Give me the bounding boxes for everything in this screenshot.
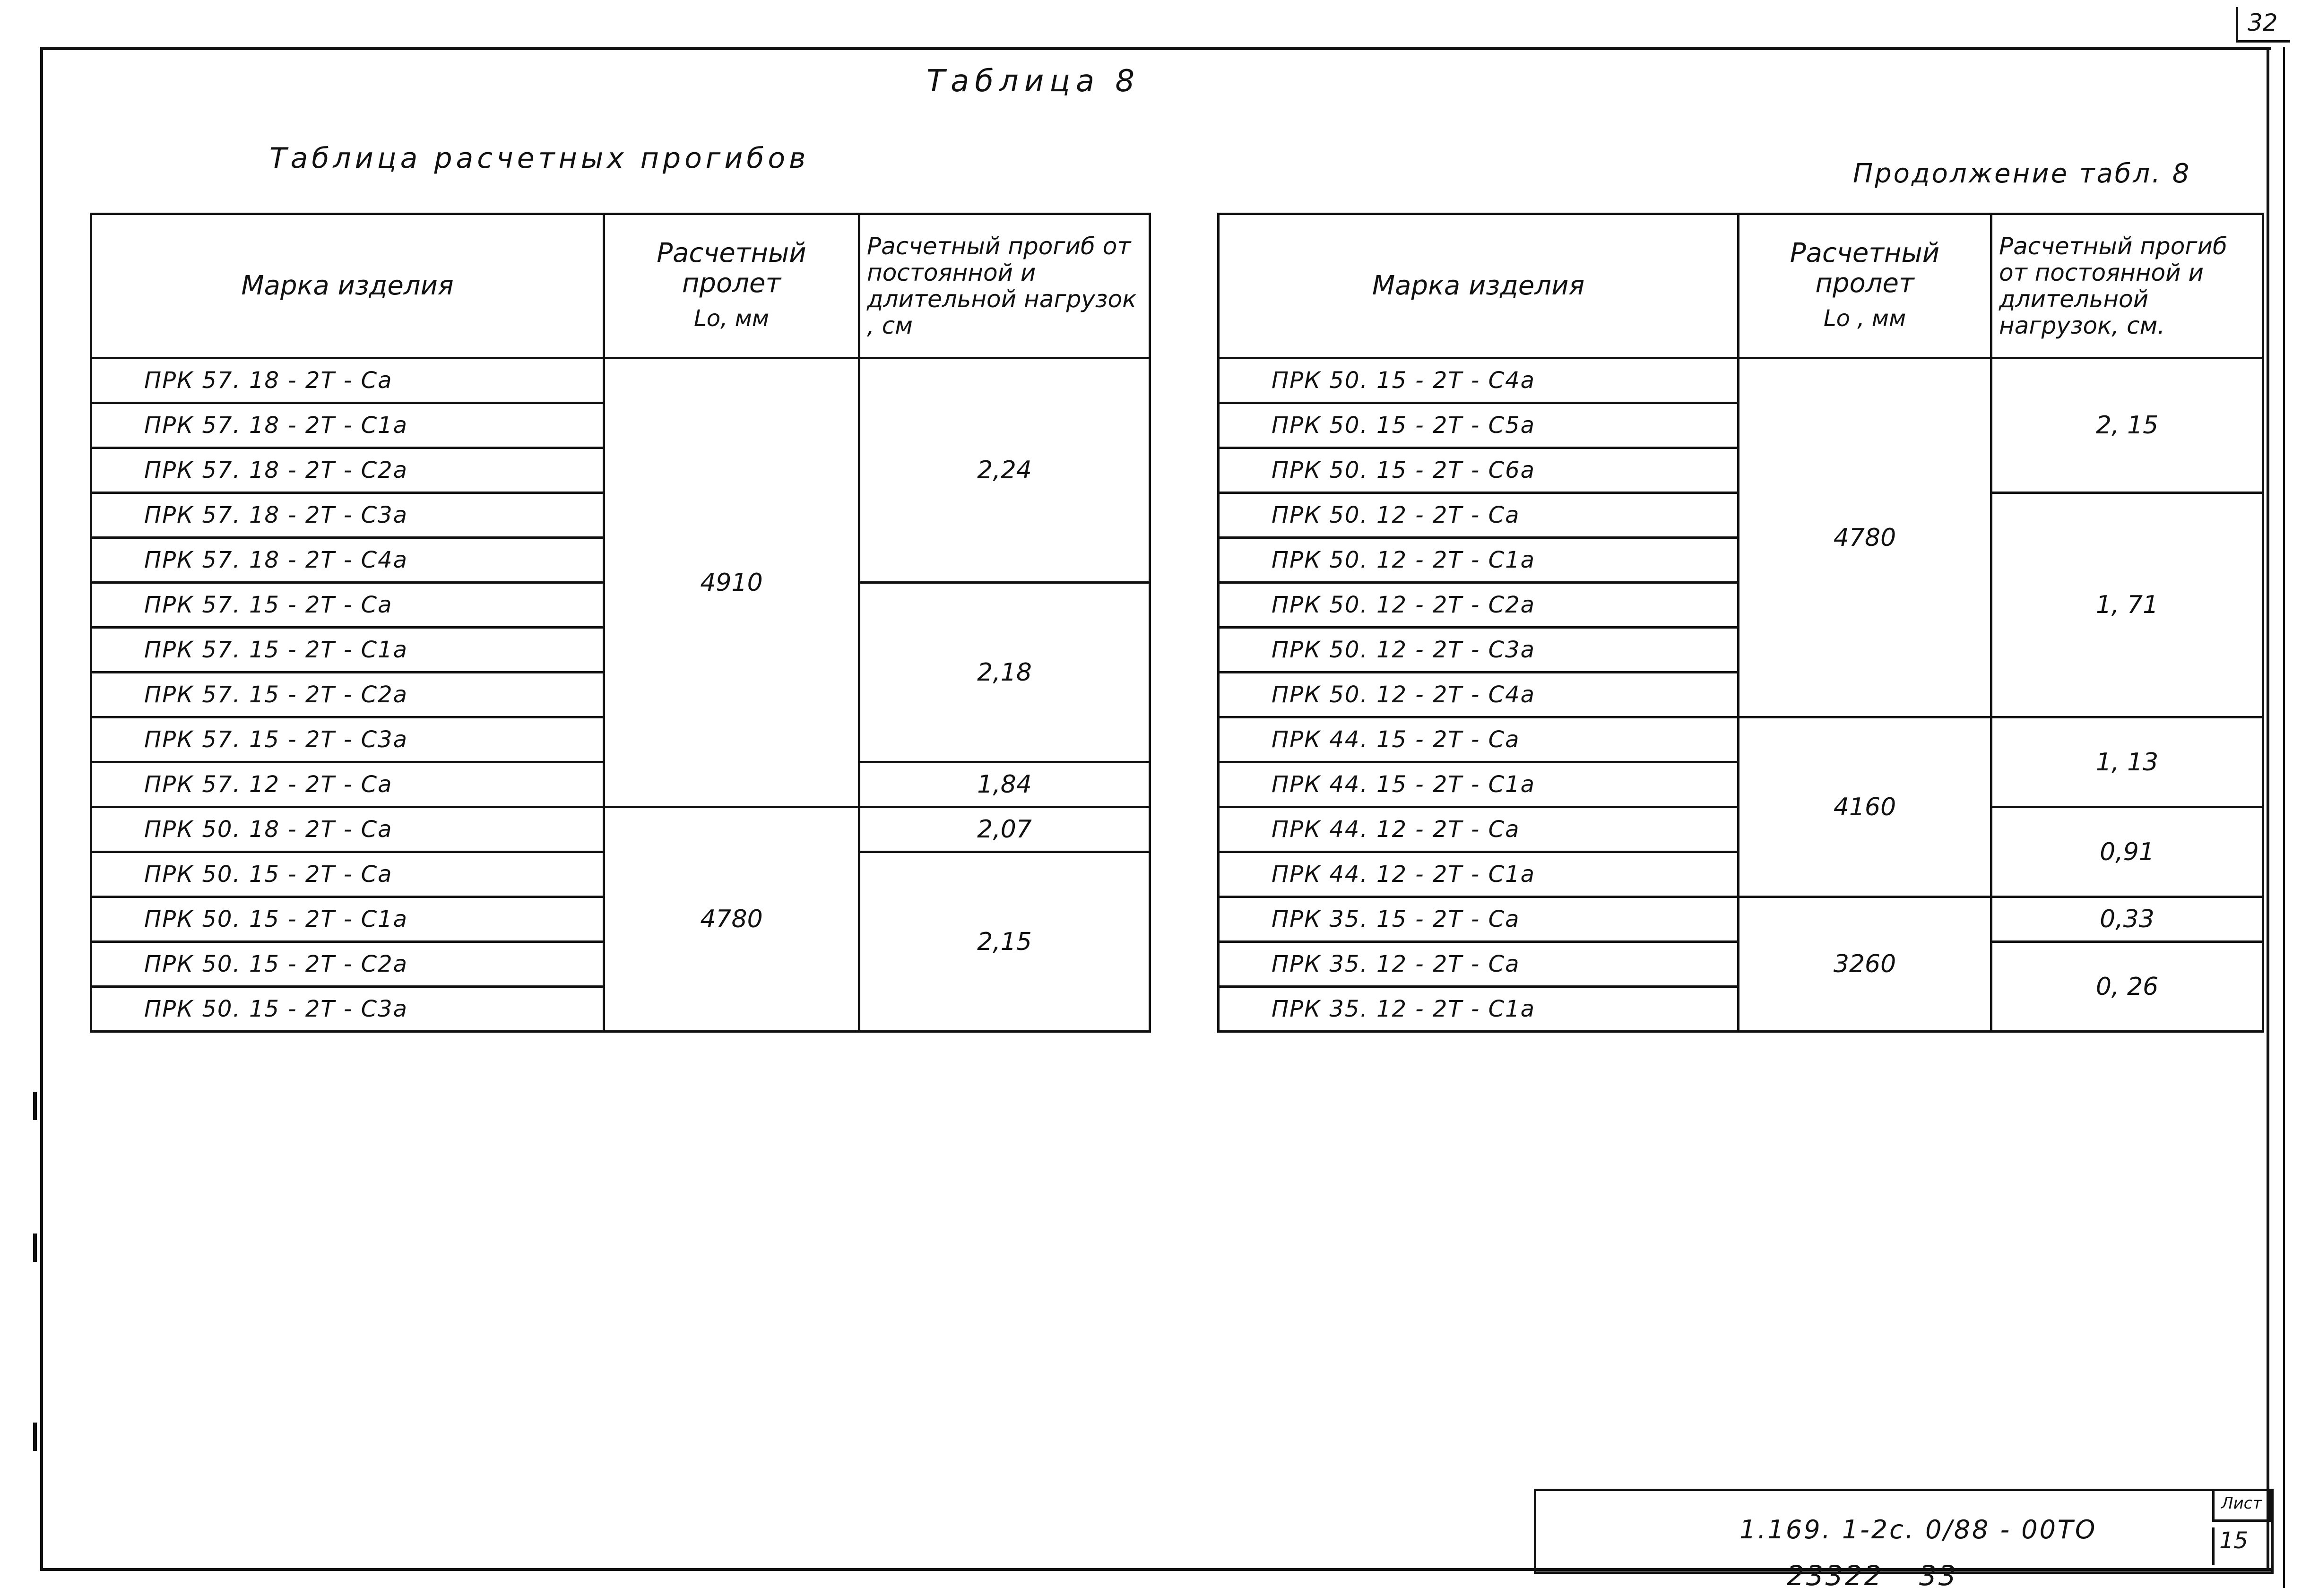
table-row-mark: ПРК 57. 18 - 2Т - С3а [91,493,604,538]
deflection-cell: 0,33 [1991,897,2263,942]
table-row-mark: ПРК 57. 15 - 2Т - С1а [91,628,604,673]
header-mark: Марка изделия [91,214,604,358]
table-row-mark: ПРК 35. 12 - 2Т - Са [1219,942,1739,987]
header-mark: Марка изделия [1219,214,1739,358]
frame-top-border [40,47,2271,50]
table-row-mark: ПРК 44. 12 - 2Т - С1а [1219,852,1739,897]
deflection-cell: 2,07 [859,807,1150,852]
table-row-mark: ПРК 50. 15 - 2Т - С5а [1219,403,1739,448]
span-cell: 4160 [1739,717,1991,897]
deflection-cell: 1, 71 [1991,493,2263,717]
side-tick-mark [33,1092,37,1120]
right-deflection-table [1217,213,2264,1033]
sheet-label-box [2212,1489,2271,1522]
table-row-mark: ПРК 57. 18 - 2Т - Са [91,358,604,403]
span-cell: 4780 [604,807,859,1032]
sheet-label: Лист [2221,1494,2262,1513]
page-number: 33 [1919,1560,1958,1592]
left-deflection-table [90,213,1151,1033]
header-span [604,214,859,358]
corner-number: 32 [2248,9,2278,36]
deflection-cell: 2,24 [859,358,1150,583]
deflection-cell: 0,91 [1991,807,2263,897]
table-row-mark: ПРК 50. 15 - 2Т - С2а [91,942,604,987]
deflection-cell: 2,15 [859,852,1150,1032]
table-row-mark: ПРК 35. 12 - 2Т - С1а [1219,987,1739,1032]
deflection-cell: 1, 13 [1991,717,2263,807]
deflection-cell: 2, 15 [1991,358,2263,493]
frame-left-border [40,47,43,1569]
order-number: 23322 [1787,1560,1884,1592]
side-tick-mark [33,1234,37,1262]
deflection-cell: 2,18 [859,583,1150,762]
table-row-mark: ПРК 50. 12 - 2Т - Са [1219,493,1739,538]
header-span-unit: Lо, мм [693,305,770,332]
document-code: 1.169. 1-2с. 0/88 - 00ТО [1739,1515,2097,1544]
span-cell: 4780 [1739,358,1991,717]
table-row-mark: ПРК 50. 15 - 2Т - С1а [91,897,604,942]
span-cell: 4910 [604,358,859,807]
continuation-label: Продолжение табл. 8 [1853,158,2191,189]
table-row-mark: ПРК 50. 15 - 2Т - Са [91,852,604,897]
table-row-mark: ПРК 50. 15 - 2Т - С4а [1219,358,1739,403]
deflection-cell: 0, 26 [1991,942,2263,1032]
table-title: Таблица 8 [926,64,1141,99]
table-subtitle: Таблица расчетных прогибов [269,142,810,175]
header-span-unit: Lо , мм [1823,305,1906,332]
table-row-mark: ПРК 50. 12 - 2Т - С1а [1219,538,1739,583]
table-row-mark: ПРК 57. 15 - 2Т - Са [91,583,604,628]
table-row-mark: ПРК 50. 12 - 2Т - С3а [1219,628,1739,673]
table-row-mark: ПРК 50. 15 - 2Т - С6а [1219,448,1739,493]
header-span-label: Расчетный пролет [657,238,806,299]
table-row-mark: ПРК 50. 18 - 2Т - Са [91,807,604,852]
header-span [1739,214,1991,358]
table-row-mark: ПРК 44. 15 - 2Т - Са [1219,717,1739,762]
deflection-cell: 1,84 [859,762,1150,807]
table-row-mark: ПРК 57. 18 - 2Т - С1а [91,403,604,448]
header-deflection: Расчетный прогиб от постоянной и длительной нагрузок , см [859,214,1150,358]
frame-right-outer-border [2283,47,2285,1588]
table-row-mark: ПРК 57. 18 - 2Т - С4а [91,538,604,583]
header-deflection: Расчетный прогиб от постоянной и длительной нагрузок, см. [1991,214,2263,358]
table-row-mark: ПРК 57. 15 - 2Т - С2а [91,673,604,717]
table-row-mark: ПРК 57. 12 - 2Т - Са [91,762,604,807]
table-row-mark: ПРК 50. 12 - 2Т - С2а [1219,583,1739,628]
table-row-mark: ПРК 57. 18 - 2Т - С2а [91,448,604,493]
header-span-label: Расчетный пролет [1790,238,1940,299]
table-row-mark: ПРК 50. 15 - 2Т - С3а [91,987,604,1032]
frame-right-border [2267,47,2269,1569]
table-row-mark: ПРК 44. 15 - 2Т - С1а [1219,762,1739,807]
table-row-mark: ПРК 44. 12 - 2Т - Са [1219,807,1739,852]
sheet-number: 15 [2212,1527,2248,1565]
side-tick-mark [33,1423,37,1451]
table-row-mark: ПРК 35. 15 - 2Т - Са [1219,897,1739,942]
table-row-mark: ПРК 57. 15 - 2Т - С3а [91,717,604,762]
span-cell: 3260 [1739,897,1991,1032]
table-row-mark: ПРК 50. 12 - 2Т - С4а [1219,673,1739,717]
corner-number-box [2236,7,2290,43]
